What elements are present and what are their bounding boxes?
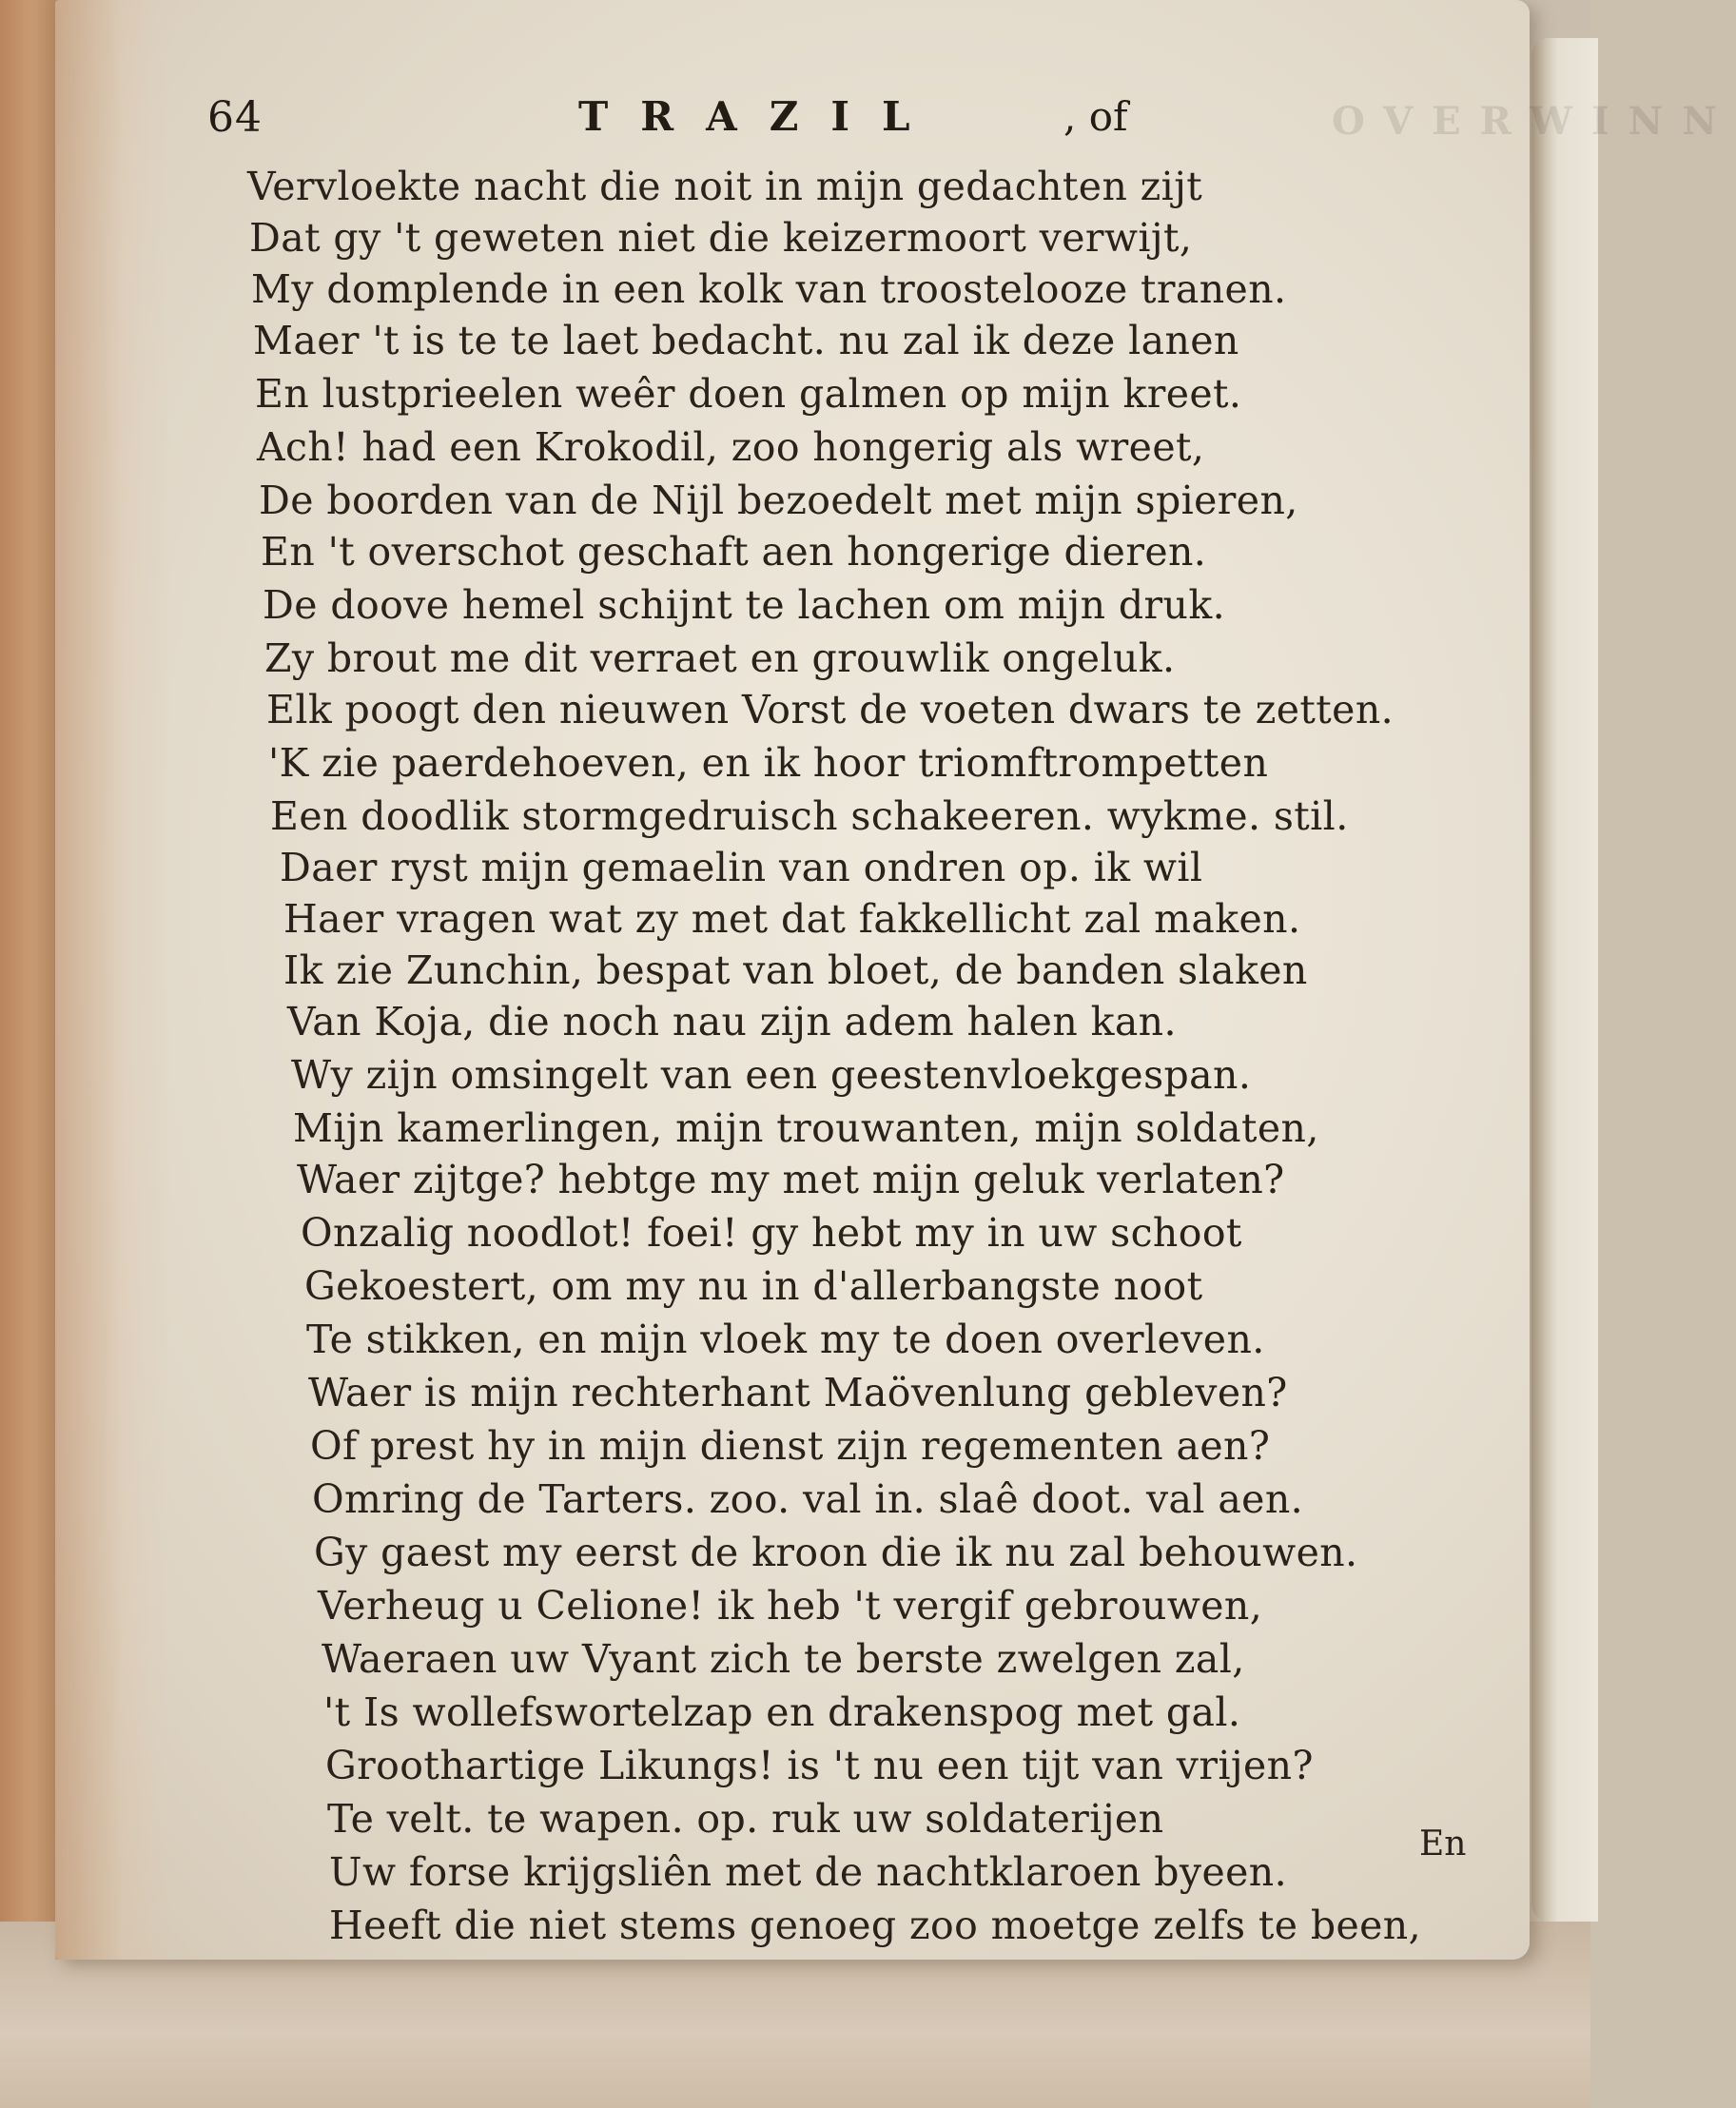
verse-line: En lustprieelen weêr doen galmen op mijn kreet. xyxy=(255,371,1242,417)
verse-line: Waer is mijn rechterhant Maövenlung gebleven? xyxy=(308,1370,1288,1415)
page-number: 64 xyxy=(207,93,263,142)
verse-line: Elk poogt den nieuwen Vorst de voeten dwars te zetten. xyxy=(266,687,1395,732)
verse-line: De doove hemel schijnt te lachen om mijn druk. xyxy=(263,582,1226,628)
showthrough-text: OVERWINN xyxy=(1332,99,1736,144)
verse-line: Waeraen uw Vyant zich te berste zwelgen zal, xyxy=(322,1636,1245,1682)
verse-line: De boorden van de Nijl bezoedelt met mijn spieren, xyxy=(259,478,1298,523)
verse-line: Van Koja, die noch nau zijn adem halen kan. xyxy=(287,999,1177,1044)
verse-line: Haer vragen wat zy met dat fakkellicht zal maken. xyxy=(283,896,1301,942)
verse-line: 'K zie paerdehoeven, en ik hoor triomftrompetten xyxy=(268,740,1269,786)
verse-line: Uw forse krijgsliên met de nachtklaroen byeen. xyxy=(329,1849,1288,1895)
verse-line: Omring de Tarters. zoo. val in. slaê doot. val aen. xyxy=(312,1476,1304,1522)
page-header xyxy=(207,84,1254,150)
verse-line: Verheug u Celione! ik heb 't vergif gebrouwen, xyxy=(318,1583,1263,1629)
verse-line: Te velt. te wapen. op. ruk uw soldaterijen xyxy=(327,1796,1164,1842)
verse-line: Zy brout me dit verraet en grouwlik ongeluk. xyxy=(264,635,1176,681)
verse-line: Ik zie Zunchin, bespat van bloet, de banden slaken xyxy=(283,947,1308,993)
verse-line: Of prest hy in mijn dienst zijn regementen aen? xyxy=(310,1423,1271,1469)
verse-line: 't Is wollefswortelzap en drakenspog met gal. xyxy=(323,1689,1241,1735)
catchword: En xyxy=(1419,1825,1467,1864)
verse-line: Ach! had een Krokodil, zoo hongerig als wreet, xyxy=(257,424,1205,470)
verse-line: Een doodlik stormgedruisch schakeeren. wykme. stil. xyxy=(270,793,1349,839)
verse-line: My domplende in een kolk van troostelooze tranen. xyxy=(251,266,1287,312)
verse-line: Onzalig noodlot! foei! gy hebt my in uw schoot xyxy=(301,1210,1242,1256)
facing-page-edge xyxy=(1531,38,1598,1922)
verse-line: Gy gaest my eerst de kroon die ik nu zal behouwen. xyxy=(314,1530,1358,1575)
verse-line: Maer 't is te te laet bedacht. nu zal ik deze lanen xyxy=(253,318,1239,363)
running-title-suffix: , of xyxy=(1063,93,1128,140)
verse-line: Waer zijtge? hebtge my met mijn geluk verlaten? xyxy=(297,1157,1285,1202)
verse-line: Te stikken, en mijn vloek my te doen overleven. xyxy=(306,1317,1265,1362)
verse-line: Heeft die niet stems genoeg zoo moetge zelfs te been, xyxy=(329,1903,1422,1948)
verse-line: Gekoestert, om my nu in d'allerbangste noot xyxy=(304,1263,1203,1309)
verse-line: Wy zijn omsingelt van een geestenvloekgespan. xyxy=(291,1052,1252,1098)
verse-line: Daer ryst mijn gemaelin van ondren op. ik wil xyxy=(280,845,1203,890)
verse-line: En 't overschot geschaft aen hongerige dieren. xyxy=(261,529,1207,575)
verse-line: Vervloekte nacht die noit in mijn gedachten zijt xyxy=(247,164,1203,209)
running-title: TRAZIL xyxy=(578,93,943,140)
verse-line: Groothartige Likungs! is 't nu een tijt van vrijen? xyxy=(325,1743,1314,1788)
verse-line: Dat gy 't geweten niet die keizermoort verwijt, xyxy=(249,215,1193,261)
verse-line: Mijn kamerlingen, mijn trouwanten, mijn soldaten, xyxy=(293,1105,1319,1151)
